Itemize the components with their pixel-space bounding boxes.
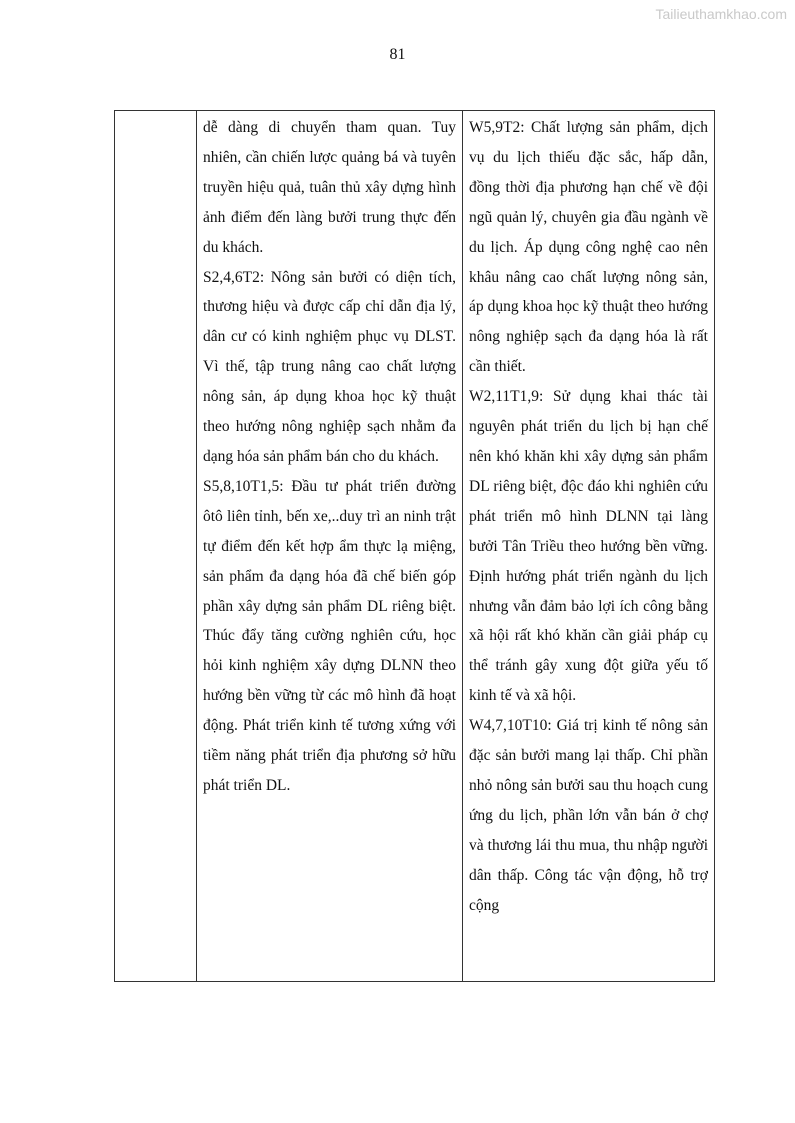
middle-cell-text	[203, 113, 456, 801]
paragraph: W4,7,10T10: Giá trị kinh tế nông sản đặc sản bưởi mang lại thấp. Chỉ phần nhỏ nông sản bưởi sau thu hoạch cung ứng du lịch, phần lớn vẫn bán ở chợ và thương lái thu mua, thu nhập người dân thấp. Công tác vận động, hỗ trợ cộng	[469, 717, 708, 914]
paragraph: W5,9T2: Chất lượng sản phẩm, dịch vụ du lịch thiếu đặc sắc, hấp dẫn, đồng thời địa phương hạn chế về đội ngũ quản lý, chuyên gia đầu ngành về du lịch. Áp dụng công nghệ cao nên khâu nâng cao chất lượng nông sản, áp dụng khoa học kỹ thuật theo hướng nông nghiệp sạch đa dạng hóa là rất cần thiết.	[469, 119, 708, 376]
table-cell-middle	[197, 111, 463, 981]
page-number: 81	[389, 46, 406, 63]
table-cell-left	[115, 111, 197, 981]
paragraph: W2,11T1,9: Sử dụng khai thác tài nguyên phát triển du lịch bị hạn chế nên khó khăn khi xây dựng sản phẩm DL riêng biệt, độc đáo khi nghiên cứu phát triển mô hình DLNN tại làng bưởi Tân Triều theo hướng bền vững. Định hướng phát triển ngành du lịch nhưng vẫn đảm bảo lợi ích công bằng xã hội rất khó khăn cần giải pháp cụ thể tránh gây xung đột giữa yếu tố kinh tế và xã hội.	[469, 388, 708, 705]
table-cell-right	[463, 111, 714, 981]
paragraph: S2,4,6T2: Nông sản bưởi có diện tích, thương hiệu và được cấp chỉ dẫn địa lý, dân cư có kinh nghiệm phục vụ DLST. Vì thế, tập trung nâng cao chất lượng nông sản, áp dụng khoa học kỹ thuật theo hướng nông nghiệp sạch nhằm đa dạng hóa sản phẩm bán cho du khách.	[203, 268, 456, 465]
paragraph: dễ dàng di chuyển tham quan. Tuy nhiên, cần chiến lược quảng bá và tuyên truyền hiệu quả, tuân thủ xây dựng hình ảnh điểm đến làng bưởi trung thực đến du khách.	[203, 119, 456, 256]
right-cell-text	[469, 113, 708, 920]
analysis-table	[114, 110, 715, 982]
paragraph: S5,8,10T1,5: Đầu tư phát triển đường ôtô liên tỉnh, bến xe,..duy trì an ninh trật tự điểm đến kết hợp ẩm thực lạ miệng, sản phẩm đa dạng hóa đã chế biến góp phần xây dựng sản phẩm DL riêng biệt. Thúc đẩy tăng cường nghiên cứu, học hỏi kinh nghiệm xây dựng DLNN theo hướng bền vững từ các mô hình đã hoạt động. Phát triển kinh tế tương xứng với tiềm năng phát triển địa phương sở hữu phát triển DL.	[203, 477, 456, 794]
watermark-text: Tailieuthamkhao.com	[655, 6, 787, 22]
